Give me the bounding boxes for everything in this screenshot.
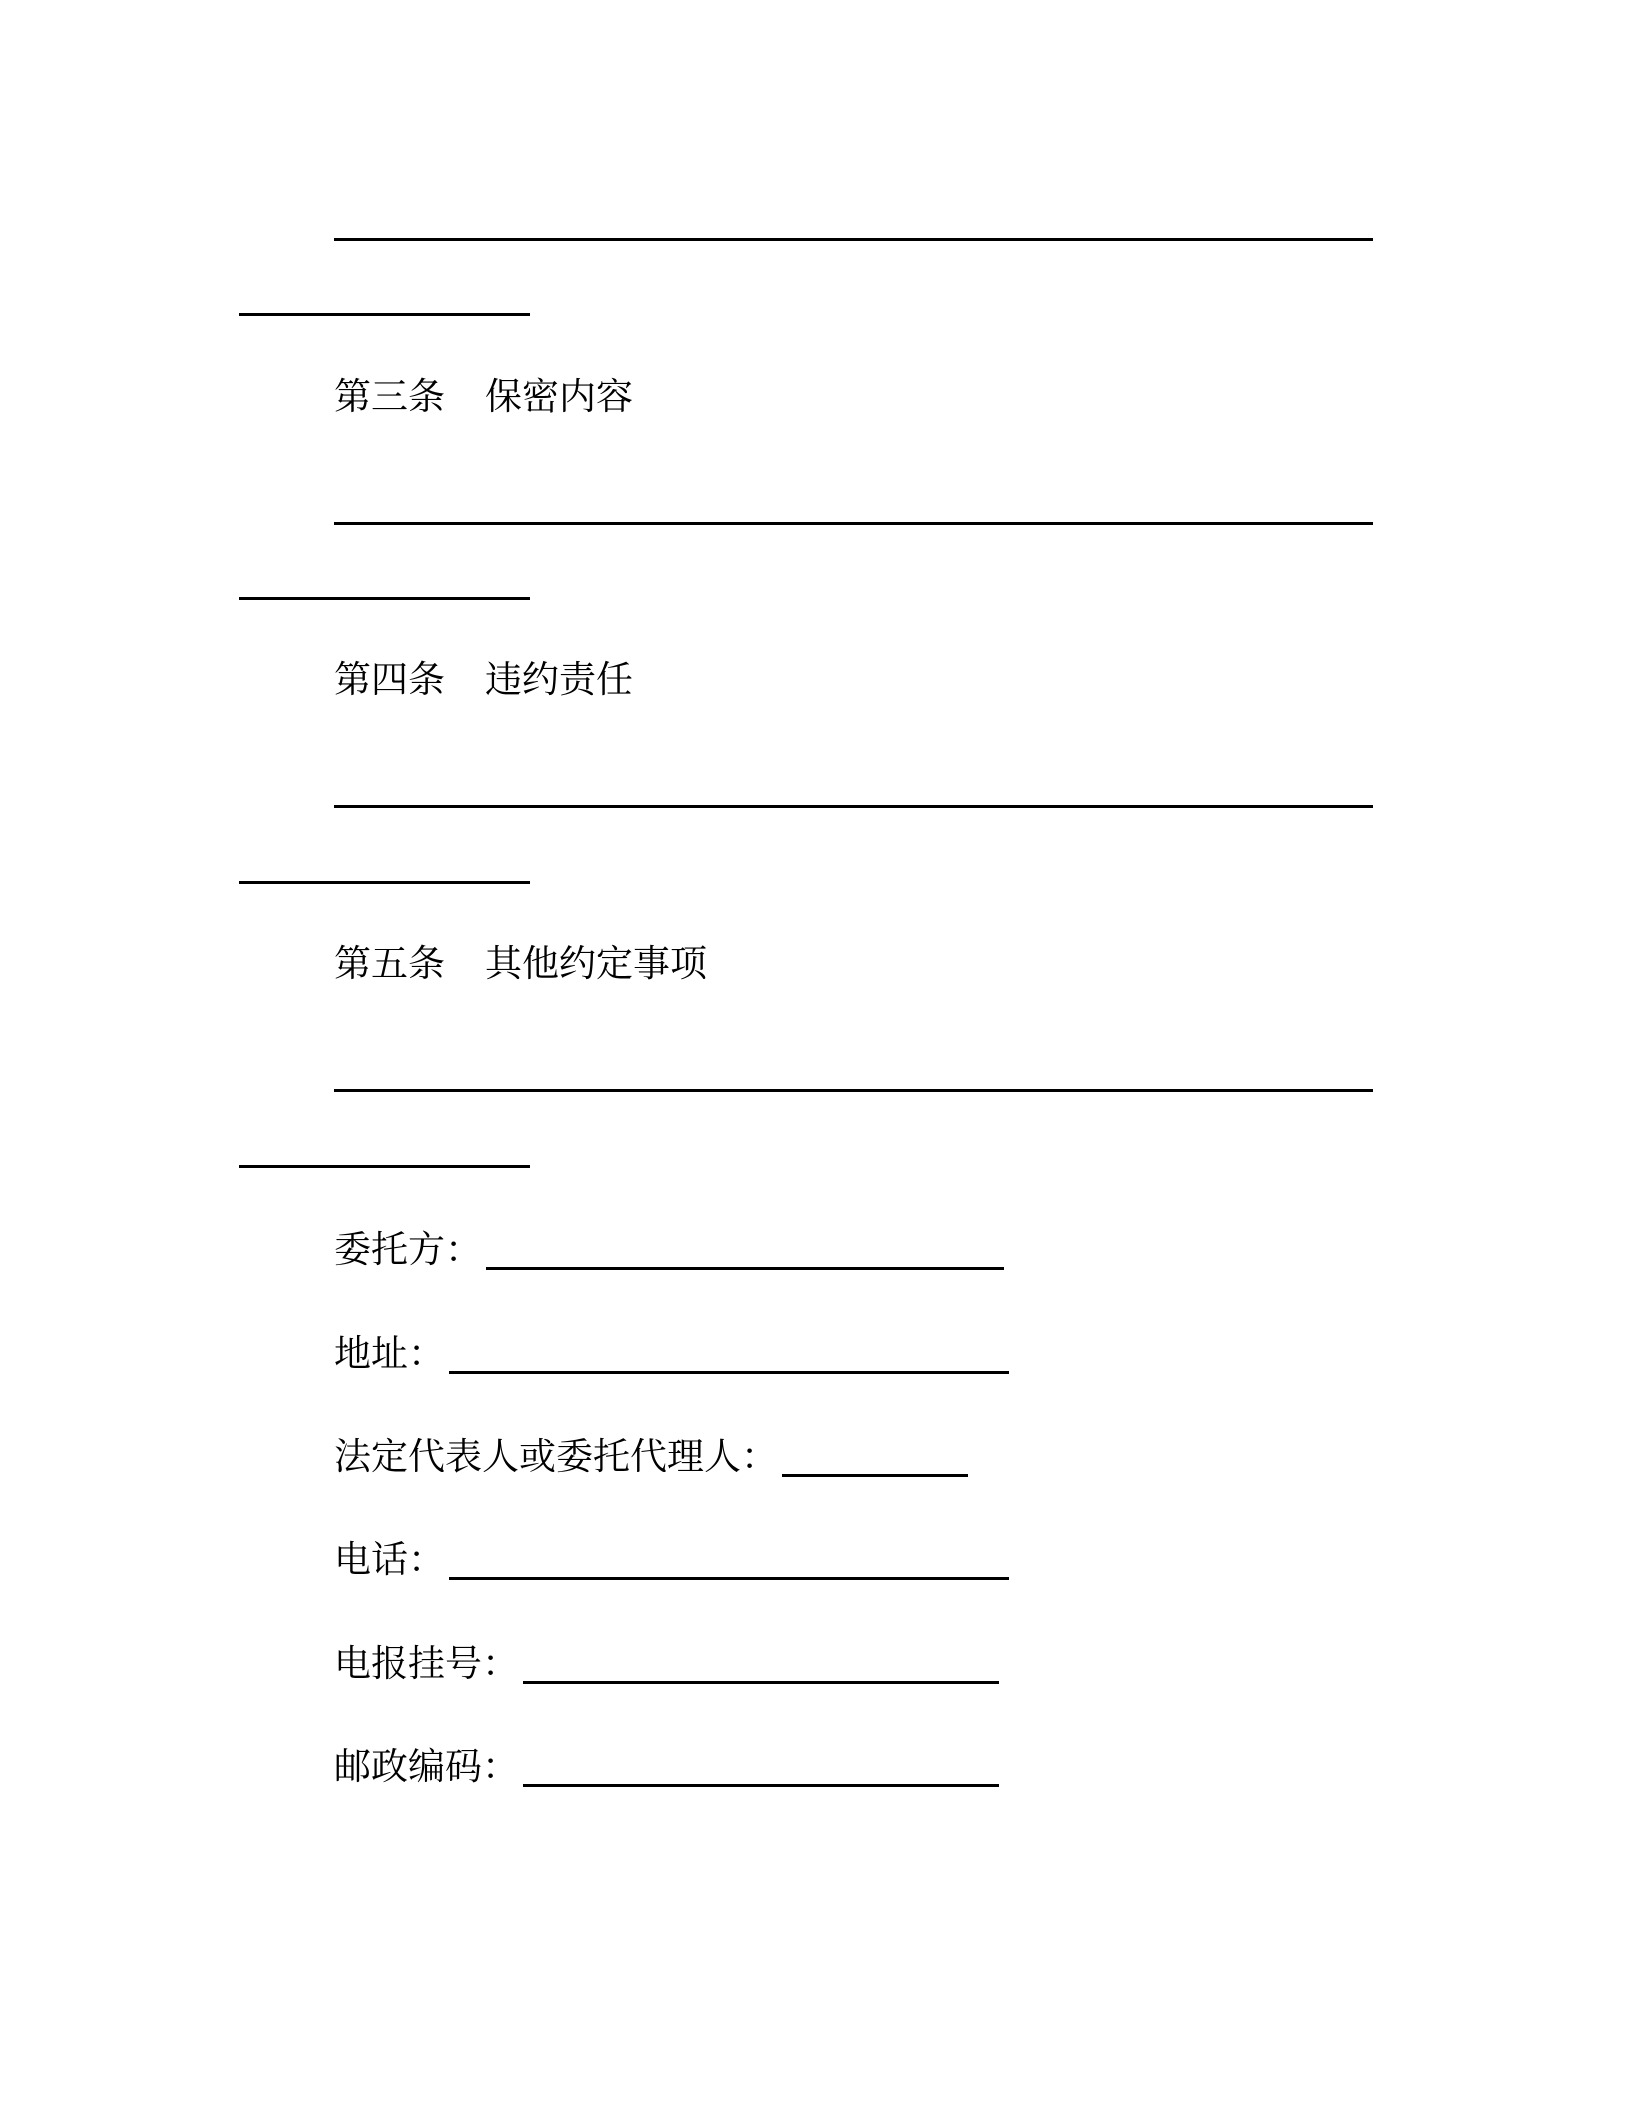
field-label: 法定代表人或委托代理人： (334, 1435, 778, 1478)
field-label: 地址： (334, 1332, 445, 1375)
field-label: 电话： (334, 1538, 445, 1581)
field-client (334, 1226, 1004, 1274)
fill-in-line[interactable] (523, 1681, 999, 1684)
article-number: 第三条 (334, 375, 445, 418)
article-title: 违约责任 (485, 658, 633, 701)
article-heading (334, 656, 633, 704)
field-label: 邮政编码： (334, 1745, 519, 1788)
blank-line (239, 1165, 530, 1168)
article-heading (334, 940, 707, 988)
article-number: 第五条 (334, 942, 445, 985)
field-legal-representative (334, 1433, 968, 1481)
field-address (334, 1330, 1009, 1378)
blank-line (239, 597, 530, 600)
fill-in-line[interactable] (449, 1577, 1009, 1580)
field-label: 委托方： (334, 1228, 482, 1271)
field-telegraph (334, 1640, 999, 1688)
field-postcode (334, 1743, 999, 1791)
article-title: 其他约定事项 (485, 942, 707, 985)
blank-line (239, 313, 530, 316)
blank-line (334, 238, 1373, 241)
blank-line (334, 805, 1373, 808)
article-number: 第四条 (334, 658, 445, 701)
blank-line (334, 522, 1373, 525)
article-heading (334, 373, 633, 421)
fill-in-line[interactable] (782, 1474, 968, 1477)
fill-in-line[interactable] (486, 1267, 1004, 1270)
blank-line (239, 881, 530, 884)
article-title: 保密内容 (485, 375, 633, 418)
fill-in-line[interactable] (449, 1371, 1009, 1374)
blank-line (334, 1089, 1373, 1092)
fill-in-line[interactable] (523, 1784, 999, 1787)
field-label: 电报挂号： (334, 1642, 519, 1685)
field-phone (334, 1536, 1009, 1584)
